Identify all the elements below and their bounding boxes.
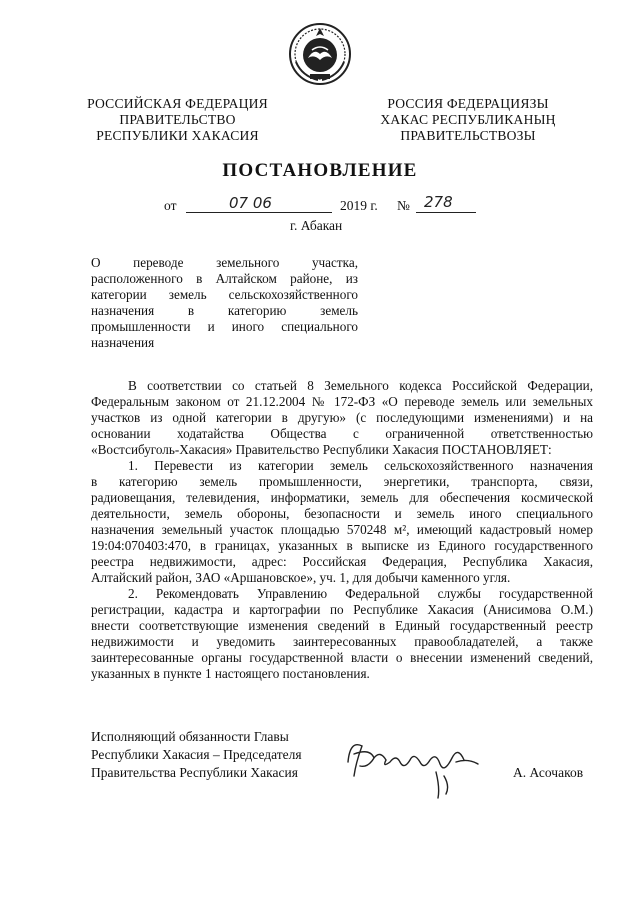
header-right-block: [368, 96, 568, 144]
header-right-line: ХАКАС РЕСПУБЛИКАНЫҢ: [380, 112, 556, 127]
subject-line: назначения в категорию земель: [91, 303, 358, 318]
position-line: Республики Хакасия – Председателя: [91, 747, 302, 762]
number-label: №: [397, 198, 410, 213]
body-line: Алтайский район, ЗАО «Аршановское», уч. 1, для добычи каменного угля.: [91, 570, 511, 585]
body-line: заинтересованные органы государственной власти о внесении изменений сведений,: [91, 650, 593, 665]
body-line: внести соответствующие изменения сведений в Единый государственный реестр: [91, 618, 593, 633]
body-line: участков из одной категории в другую» (с последующими изменениями) и на: [91, 410, 593, 425]
header-right-line: ПРАВИТЕЛЬСТВОЗЫ: [400, 128, 536, 143]
item-1-paragraph: [91, 458, 593, 586]
document-body: [91, 378, 593, 682]
header-left-line: РОССИЙСКАЯ ФЕДЕРАЦИЯ: [87, 96, 268, 111]
body-line: основании ходатайства Общества с ограниченной ответственностью: [91, 426, 593, 441]
subject-line: назначения: [91, 335, 155, 350]
number-underline: [416, 212, 476, 213]
year-label: 2019 г.: [340, 198, 378, 213]
intro-paragraph: [91, 378, 593, 458]
handwritten-date: 07 06: [229, 194, 272, 212]
body-line: 19:04:070403:470, в границах, указанных в выписке из Единого государственного: [91, 538, 593, 553]
header-left-line: РЕСПУБЛИКИ ХАКАСИЯ: [96, 128, 259, 143]
body-line: В соответствии со статьей 8 Земельного кодекса Российской Федерации,: [128, 378, 593, 393]
subject-line: О переводе земельного участка,: [91, 255, 358, 270]
body-line: 1. Перевести из категории земель сельскохозяйственного назначения: [128, 458, 593, 473]
position-line: Правительства Республики Хакасия: [91, 765, 298, 780]
position-line: Исполняющий обязанности Главы: [91, 729, 289, 744]
body-line: назначения земельный участок площадью 570248 м², имеющий кадастровый номер: [91, 522, 593, 537]
body-line: радиовещания, телевидения, информатики, земель для обеспечения космической: [91, 490, 593, 505]
body-line: указанных в пункте 1 настоящего постановления.: [91, 666, 370, 681]
date-number-row: [0, 195, 640, 217]
body-line: деятельности, земель обороны, безопасности и земель иного специального: [91, 506, 593, 521]
subject-line: расположенного в Алтайском районе, из: [91, 271, 358, 286]
handwritten-number: 278: [424, 193, 453, 211]
header-left-block: [70, 96, 285, 144]
handwritten-signature: [340, 732, 490, 802]
header-right-line: РОССИЯ ФЕДЕРАЦИЯЗЫ: [387, 96, 549, 111]
body-line: регистрации, кадастра и картографии по Республике Хакасия (Анисимова О.М.): [91, 602, 593, 617]
subject-line: промышленности и иного специального: [91, 319, 358, 334]
signer-name: А. Асочаков: [513, 765, 584, 780]
document-title: ПОСТАНОВЛЕНИЕ: [222, 160, 418, 181]
body-line: в категорию земель промышленности, энергетики, транспорта, связи,: [91, 474, 593, 489]
subject-block: [91, 255, 358, 351]
body-line: 2. Рекомендовать Управлению Федеральной службы государственной: [128, 586, 593, 601]
body-line: недвижимости и уведомить заинтересованных правообладателей, а также: [91, 634, 593, 649]
subject-line: категории земель сельскохозяйственного: [91, 287, 358, 302]
body-line: реестра недвижимости, адрес: Российская Федерация, Республика Хакасия,: [91, 554, 593, 569]
body-line: Федеральным законом от 21.12.2004 № 172-ФЗ «О переводе земель или земельных: [91, 394, 593, 409]
header-left-line: ПРАВИТЕЛЬСТВО: [119, 112, 236, 127]
date-underline: [186, 212, 332, 213]
city-label: г. Абакан: [290, 218, 343, 233]
coat-of-arms-emblem: [288, 22, 352, 86]
from-label: от: [164, 198, 177, 213]
signatory-position: [91, 728, 302, 782]
item-2-paragraph: [91, 586, 593, 682]
body-line: «Востсибуголь-Хакасия» Правительство Республики Хакасия ПОСТАНОВЛЯЕТ:: [91, 442, 552, 457]
